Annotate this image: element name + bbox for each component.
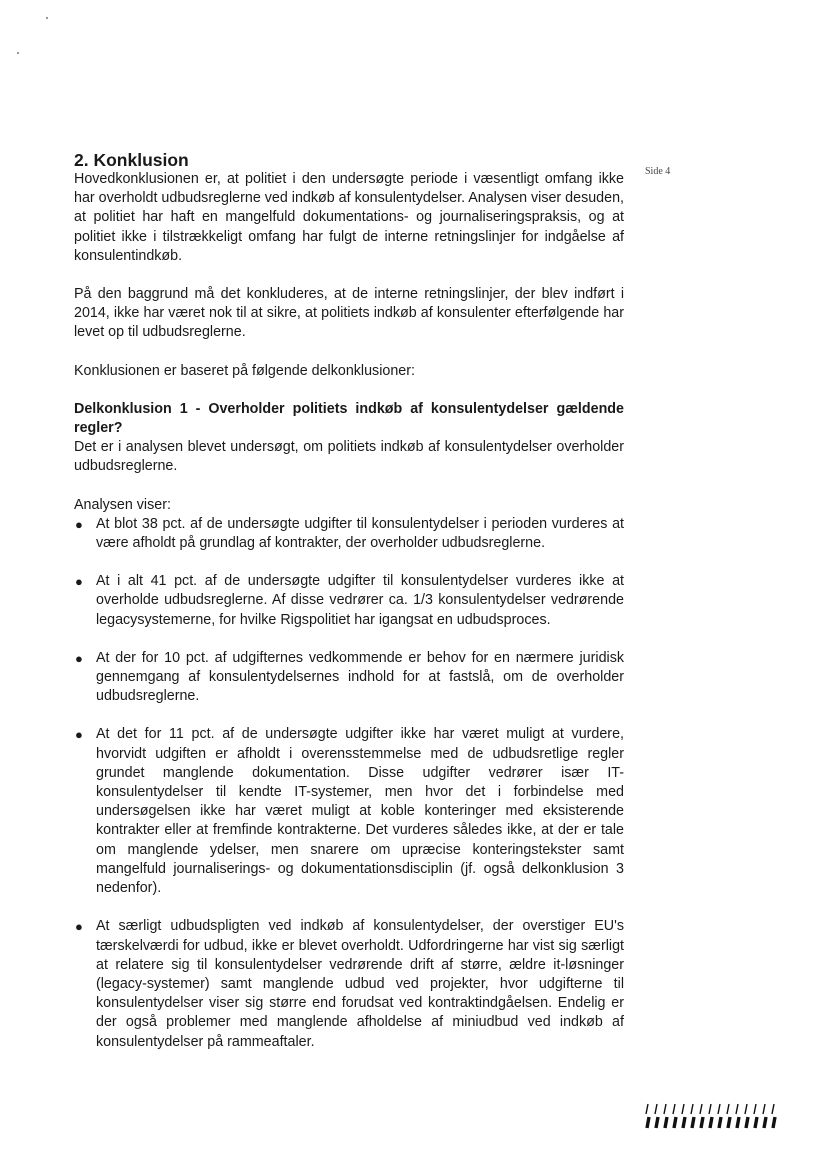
list-item [74,917,624,1051]
list-item-text: At det for 11 pct. af de undersøgte udgifter ikke har været muligt at vurdere, hvorvidt udgiften er afholdt i overensstemmelse med de udbudsretlige regler grundet manglende dokumentation. Disse udgifter vedrører især IT-konsulentydelser til kendte IT-systemer, men hvor det i forbindelse med undersøgelsen ikke har været muligt at koble konteringer med eksisterende kontrakter eller at fremfinde kontrakterne. Det vurderes således ikke, at der er tale om manglende ydelser, men snarere om upræcise konteringstekster samt mangelfuld journaliserings- og dokumentationsdisciplin (jf. også delkonklusion 3 nedenfor). [96,726,624,897]
findings-list [74,515,624,1052]
subconclusion-intro: Det er i analysen blevet undersøgt, om politiets indkøb af konsulentydelser overholder udbudsreglerne. [74,439,624,475]
list-item [74,572,624,630]
analysis-label: Analysen viser: [74,496,171,513]
list-item [74,725,624,898]
scan-speck [17,52,19,54]
paragraph-guidelines: På den baggrund må det konkluderes, at de interne retningslinjer, der blev indført i 2014, ikke har været nok til at sikre, at politiets indkøb af konsulenter efterfølgende har levet op til udbudsreglerne. [74,286,624,341]
document-body [74,150,624,1071]
list-item-text: At blot 38 pct. af de undersøgte udgifter til konsulentydelser i perioden vurderes at være afholdt på grundlag af kontrakter, der overholder udbudsreglerne. [96,515,624,552]
scan-barcode-mark [645,1103,777,1132]
list-item-text: At særligt udbudspligten ved indkøb af konsulentydelser, der overstiger EU's tærskelværdi for udbud, ikke er blevet overholdt. Udfordringerne har vist sig særligt at relatere sig til konsulentydelser vedrørende drift af større, ældre it-løsninger (legacy-systemer) samt manglende udbud ved projekter, hvor udgifterne til konsulentydelser viser sig større end forudsat ved kontraktindgåelsen. Endelig er der også problemer med manglende afholdelse af miniudbud ved indkøb af konsulentydelser på rammeaftaler. [96,918,624,1050]
bullet-dot-icon: ● [75,650,83,666]
list-item [74,515,624,553]
list-item-text: At i alt 41 pct. af de undersøgte udgifter til konsulentydelser vurderes ikke at overholde udbudsreglerne. Af disse vedrører ca. 1/3 konsulentydelser vedrørende legacysystemerne, for hvilke Rigspolitiet har igangsat en udbudsproces. [96,573,624,628]
list-item [74,649,624,707]
paragraph-basis: Konklusionen er baseret på følgende delkonklusioner: [74,362,415,379]
subconclusion-title: Delkonklusion 1 - Overholder politiets indkøb af konsulentydelser gældende regler? [74,400,624,437]
bullet-dot-icon: ● [75,727,83,743]
bullet-dot-icon: ● [75,574,83,590]
bullet-dot-icon: ● [75,919,83,935]
bullet-dot-icon: ● [75,516,83,532]
section-heading: 2. Konklusion [74,150,189,170]
list-item-text: At der for 10 pct. af udgifternes vedkommende er behov for en nærmere juridisk gennemgang af konsulentydelsernes indhold for at fastslå, om de overholder udbudsreglerne. [96,649,624,705]
barcode-icon [645,1103,777,1129]
page-number-label: Side 4 [645,166,671,177]
paragraph-main-conclusion: Hovedkonklusionen er, at politiet i den undersøgte periode i væsentligt omfang ikke har overholdt udbudsreglerne ved indkøb af konsulentydelser. Analysen viser desuden, at politiet har haft en mangelfuld dokumentations- og journaliseringspraksis, og at politiet ikke i tilstrækkeligt omfang har fulgt de interne retningslinjer for indgåelse af konsulentindkøb. [74,171,624,264]
scan-speck [46,17,48,19]
